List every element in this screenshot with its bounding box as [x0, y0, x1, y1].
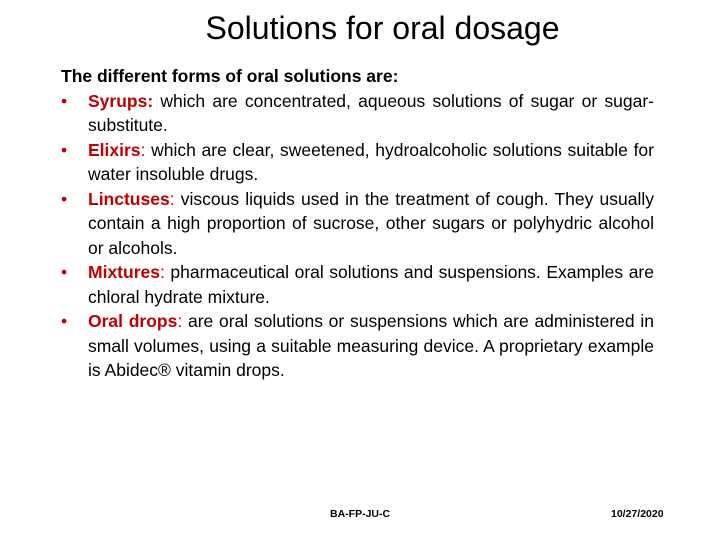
term-label: Syrups:: [88, 90, 154, 111]
term-description: which are clear, sweetened, hydroalcoholic solutions suitable for water insoluble drugs.: [88, 139, 654, 184]
slide-title: Solutions for oral dosage: [205, 10, 560, 46]
footer-code: BA-FP-JU-C: [330, 508, 391, 520]
intro-text: The different forms of oral solutions are:: [61, 66, 399, 86]
term-label: Linctuses: [88, 188, 170, 209]
term-label: Mixtures: [88, 262, 160, 282]
list-item-oral-drops: [61, 309, 654, 383]
bullet-icon: •: [61, 188, 68, 209]
term-label: Oral drops: [88, 311, 178, 331]
bullet-icon: •: [61, 90, 68, 111]
footer-date: 10/27/2020: [611, 508, 664, 520]
list-item-linctuses: [61, 187, 654, 261]
term-description: which are concentrated, aqueous solutions of sugar or sugar-substitute.: [88, 90, 654, 135]
term-label: Elixirs: [88, 139, 141, 160]
list-item-mixtures: [61, 260, 654, 309]
term-separator: :: [177, 311, 183, 331]
bullet-icon: •: [61, 139, 68, 160]
bullet-list: [61, 89, 654, 383]
slide-content: [61, 64, 654, 383]
list-item-elixirs: [61, 138, 654, 187]
term-separator: :: [140, 139, 146, 160]
term-description: pharmaceutical oral solutions and suspensions. Examples are chloral hydrate mixture.: [88, 262, 654, 307]
term-separator: :: [169, 188, 175, 209]
term-description: viscous liquids used in the treatment of cough. They usually contain a high proportion of sucrose, other sugars or polyhydric alcohol or alcohols.: [88, 188, 654, 258]
list-item-syrups: [61, 89, 654, 138]
term-description: are oral solutions or suspensions which are administered in small volumes, using a suitable measuring device. A proprietary example is Abidec® vitamin drops.: [88, 311, 654, 380]
term-separator: :: [159, 262, 165, 282]
bullet-icon: •: [61, 262, 68, 282]
bullet-icon: •: [61, 311, 68, 331]
